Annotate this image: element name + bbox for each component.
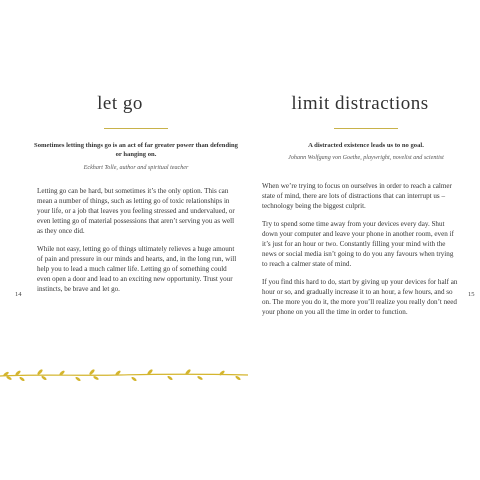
- body-paragraph: Try to spend some time away from your devices every day. Shut down your computer and leave your phone in another room, even if it’s just for an hour or two. Constantly filling your mind with the news or social media isn’t going to do you any favours when trying to reach a calmer state of mind.: [262, 220, 454, 268]
- page-number: 15: [468, 291, 475, 298]
- body-paragraph: If you find this hard to do, start by giving up your devices for half an hour or so, and gradually increase it to an hour, a few hours, and so on. The more you do it, the more you’ll realize you really don’t need your phone on you all the time in order to function.: [262, 278, 458, 316]
- leafy-vine-icon: [0, 364, 250, 386]
- epigraph-quote: A distracted existence leads us to no goal.: [308, 142, 424, 149]
- body-text: [37, 186, 237, 302]
- body-paragraph: While not easy, letting go of things ultimately relieves a huge amount of pain and pressure in our minds and hearts, and, in the long run, will help you to lead a much calmer life. Letting go of something could even open a door and lead to an exciting new opportunity. Trust your instincts, be brave and let go.: [37, 245, 237, 293]
- title-underline: [104, 128, 168, 129]
- epigraph-attribution: Johann Wolfgang von Goethe, playwright, novelist and scientist: [288, 155, 444, 161]
- epigraph-attribution: Eckhart Tolle, author and spiritual teacher: [83, 165, 189, 171]
- epigraph-quote: Sometimes letting things go is an act of far greater power than defending or hanging on.: [34, 142, 238, 158]
- page-number: 14: [15, 291, 22, 298]
- page-title: limit distractions: [291, 93, 429, 114]
- body-paragraph: Letting go can be hard, but sometimes it’s the only option. This can mean a number of things, such as letting go of toxic relationships in your life, or a job that leaves you feeling stressed and undervalued, or even letting go of material possessions that aren’t serving you as well as they once did.: [37, 187, 235, 235]
- body-text: [262, 181, 458, 325]
- title-underline: [334, 128, 398, 129]
- page-title: let go: [97, 93, 143, 114]
- right-page: [240, 0, 480, 480]
- body-paragraph: When we’re trying to focus on ourselves in order to reach a calmer state of mind, there are lots of distractions that can interrupt us – technology being the biggest culprit.: [262, 182, 452, 210]
